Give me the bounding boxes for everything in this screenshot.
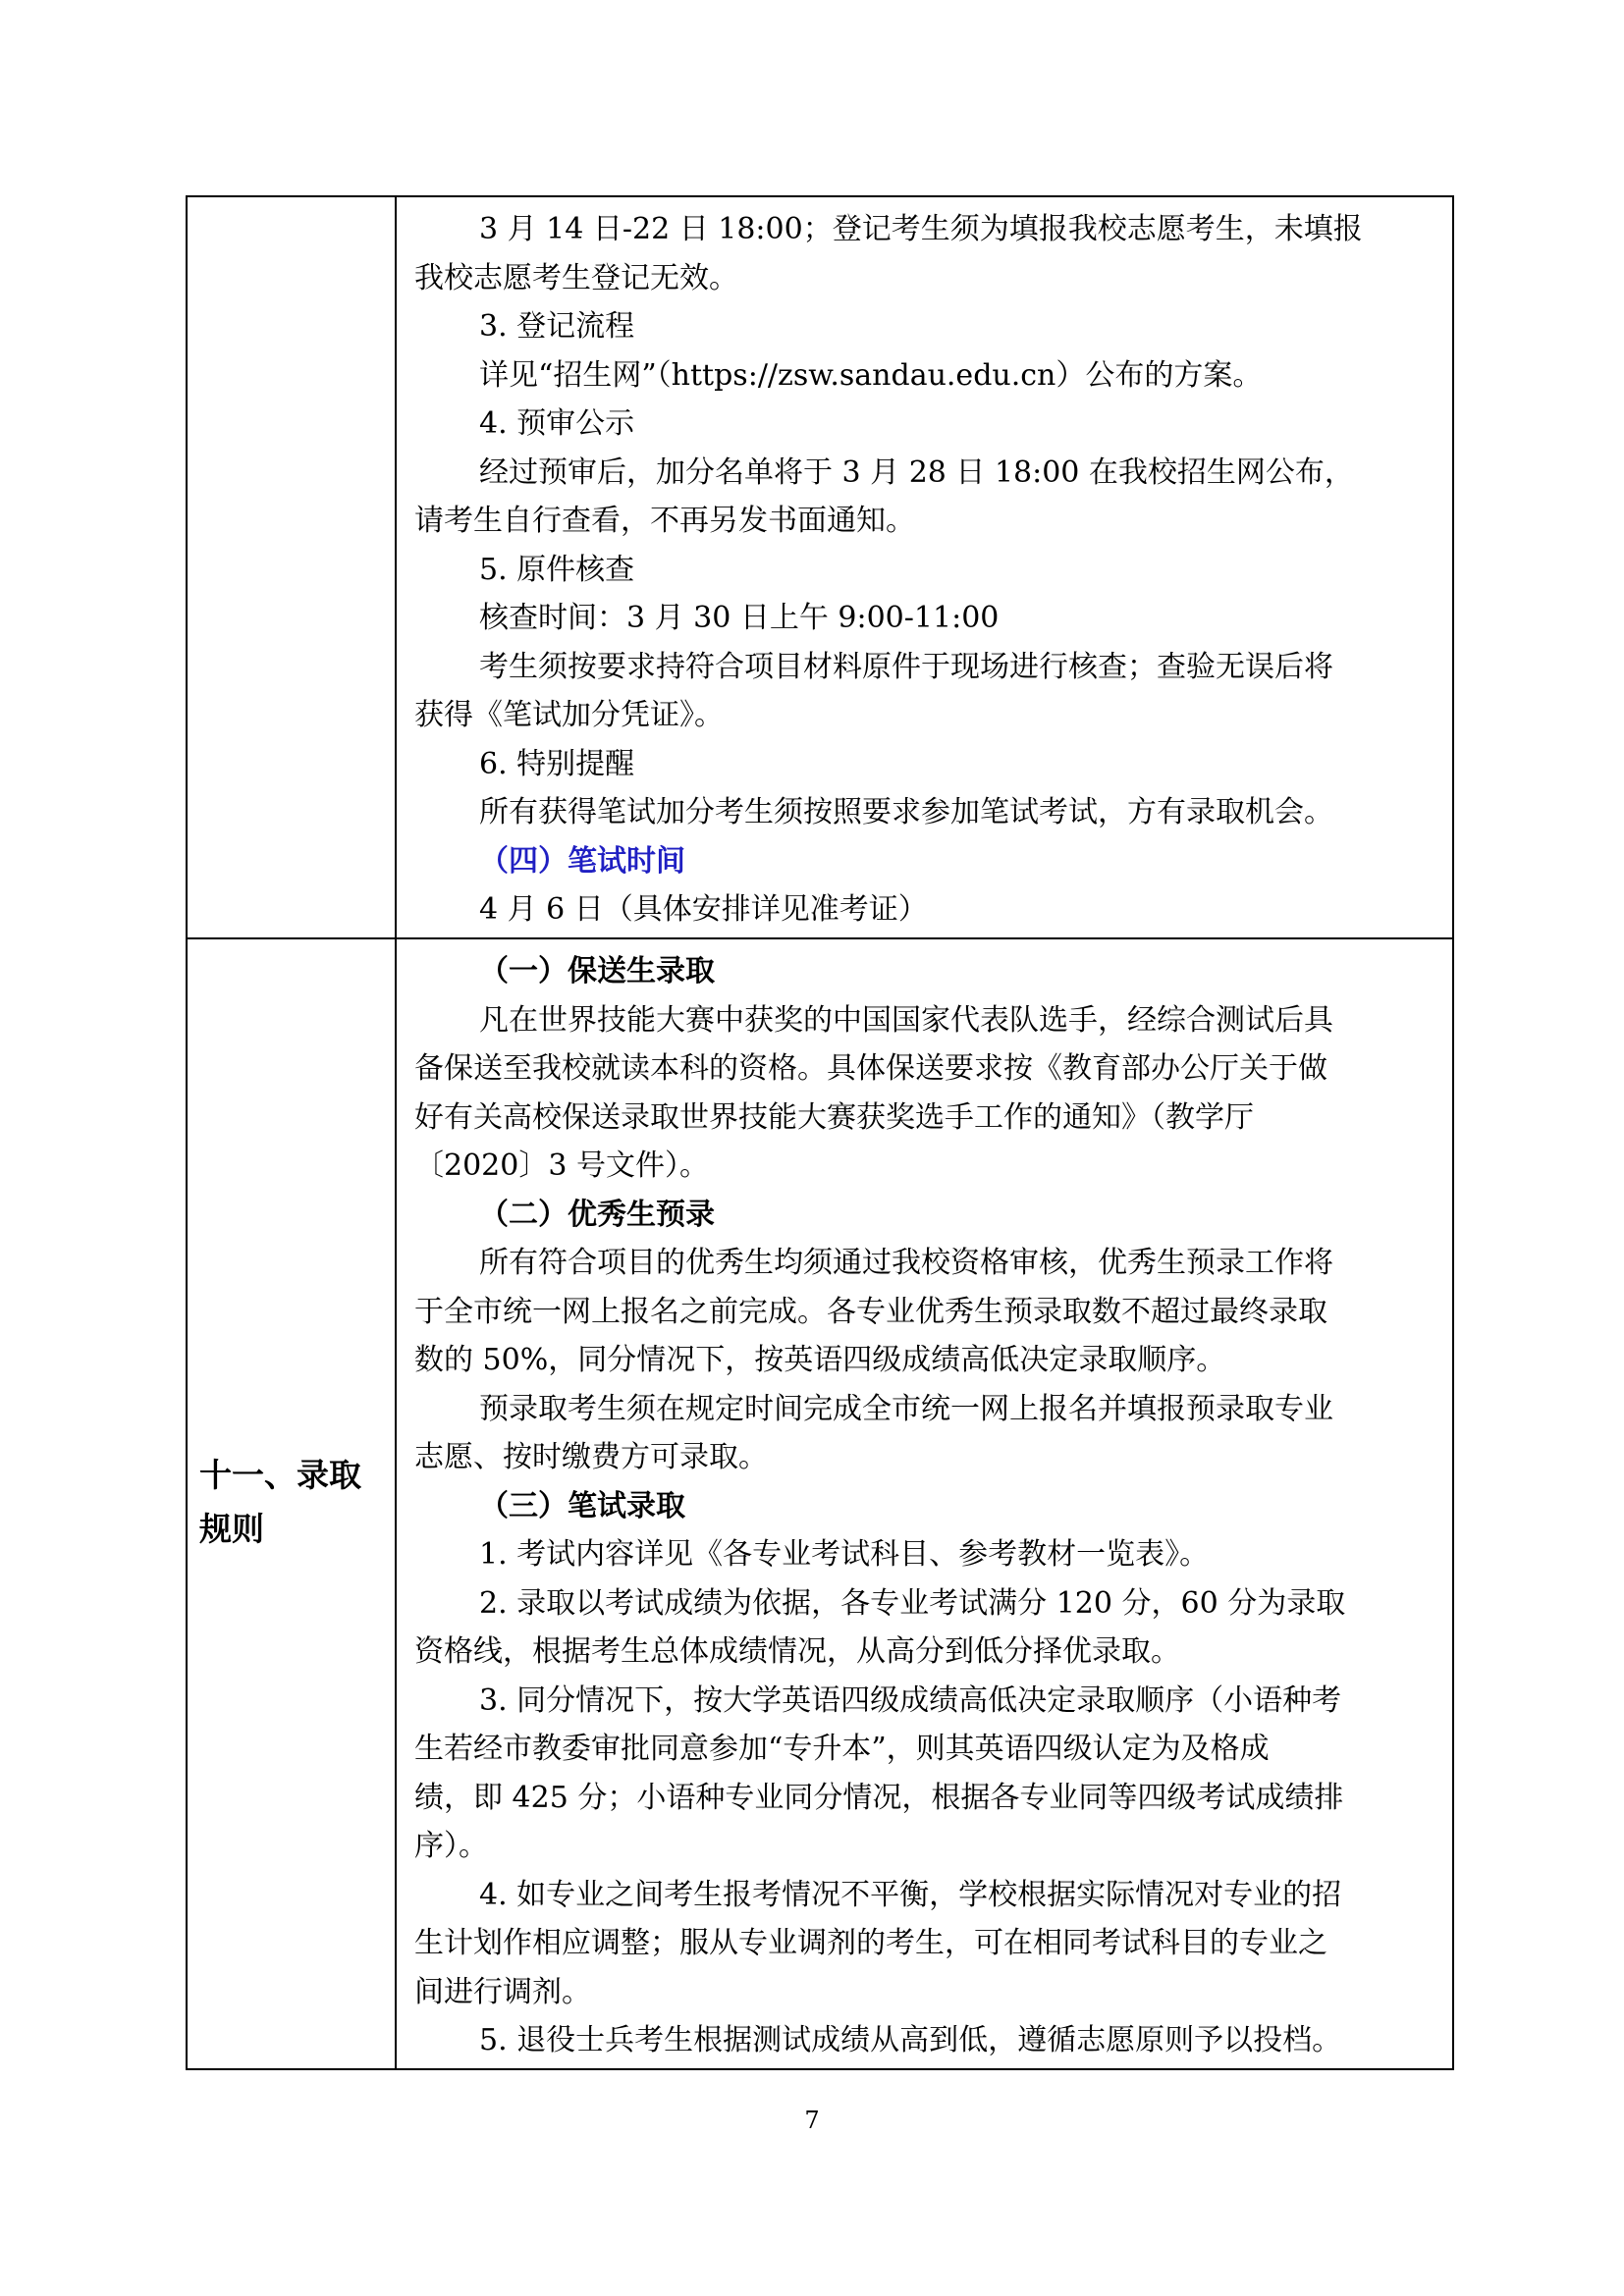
text-line: 经过预审后，加分名单将于 3 月 28 日 18:00 在我校招生网公布， [479, 454, 1354, 490]
subsection-heading: （一）保送生录取 [479, 954, 715, 988]
table-row [187, 196, 1453, 938]
text-line: 请考生自行查看，不再另发书面通知。 [414, 504, 915, 538]
text-line: 5. 原件核查 [479, 552, 635, 587]
text-line: 4. 预审公示 [479, 406, 635, 441]
text-line: 4 月 6 日（具体安排详见准考证） [479, 892, 928, 927]
section-label-admission-rules [199, 1448, 361, 1556]
text-line: 序）。 [414, 1829, 488, 1863]
text-line: 所有符合项目的优秀生均须通过我校资格审核，优秀生预录工作将 [479, 1246, 1333, 1280]
text-line: 4. 如专业之间考生报考情况不平衡，学校根据实际情况对专业的招 [479, 1877, 1342, 1912]
subsection-heading: （二）优秀生预录 [479, 1197, 715, 1232]
row1-content-cell [396, 196, 1453, 938]
text-line: 资格线，根据考生总体成绩情况，从高分到低分择优录取。 [414, 1634, 1180, 1669]
text-line: 2. 录取以考试成绩为依据，各专业考试满分 120 分，60 分为录取 [479, 1585, 1346, 1621]
text-line: 5. 退役士兵考生根据测试成绩从高到低，遵循志愿原则予以投档。 [479, 2023, 1342, 2057]
text-line: 生计划作相应调整；服从专业调剂的考生，可在相同考试科目的专业之 [414, 1926, 1327, 1960]
text-line: 3 月 14 日-22 日 18:00；登记考生须为填报我校志愿考生，未填报 [479, 212, 1363, 246]
table-row [187, 938, 1453, 2069]
text-line: 详见“招生网”（https://zsw.sandau.edu.cn）公布的方案。 [479, 357, 1263, 393]
text-line: 6. 特别提醒 [479, 746, 635, 781]
row1-content [397, 197, 1452, 934]
section-label-line: 十一、录取 [199, 1456, 361, 1494]
text-line: 〔2020〕3 号文件）。 [414, 1148, 709, 1183]
row2-content-cell [396, 938, 1453, 2069]
text-line: 备保送至我校就读本科的资格。具体保送要求按《教育部办公厅关于做 [414, 1051, 1327, 1086]
page-number: 7 [804, 2107, 820, 2134]
text-line: 核查时间：3 月 30 日上午 9:00-11:00 [479, 601, 1000, 635]
section-label-line: 规则 [199, 1510, 264, 1548]
text-line: 我校志愿考生登记无效。 [414, 260, 738, 295]
text-line: 间进行调剂。 [414, 1974, 591, 2009]
row1-label-cell [187, 196, 396, 938]
text-line: 获得《笔试加分凭证》。 [414, 698, 724, 732]
text-line: 于全市统一网上报名之前完成。各专业优秀生预录取数不超过最终录取 [414, 1294, 1327, 1329]
text-line: 数的 50%，同分情况下，按英语四级成绩高低决定录取顺序。 [414, 1343, 1226, 1377]
text-line: 好有关高校保送录取世界技能大赛获奖选手工作的通知》（教学厅 [414, 1099, 1254, 1135]
text-line: 生若经市教委审批同意参加“专升本”，则其英语四级认定为及格成 [414, 1732, 1270, 1766]
admission-rules-table [186, 195, 1454, 2070]
text-line: 3. 登记流程 [479, 309, 635, 344]
text-line: 预录取考生须在规定时间完成全市统一网上报名并填报预录取专业 [479, 1391, 1333, 1426]
text-line: 志愿、按时缴费方可录取。 [414, 1440, 768, 1474]
subsection-heading: （三）笔试录取 [479, 1488, 685, 1523]
text-line: 绩，即 425 分；小语种专业同分情况，根据各专业同等四级考试成绩排 [414, 1780, 1344, 1815]
text-line: 1. 考试内容详见《各专业考试科目、参考教材一览表》。 [479, 1537, 1210, 1572]
text-line: 考生须按要求持符合项目材料原件于现场进行核查；查验无误后将 [479, 649, 1333, 684]
text-line: 凡在世界技能大赛中获奖的中国国家代表队选手，经综合测试后具 [479, 1002, 1333, 1038]
row2-content [397, 939, 1452, 2065]
subsection-heading: （四）笔试时间 [479, 843, 685, 879]
text-line: 3. 同分情况下，按大学英语四级成绩高低决定录取顺序（小语种考 [479, 1682, 1342, 1718]
text-line: 所有获得笔试加分考生须按照要求参加笔试考试，方有录取机会。 [479, 795, 1333, 829]
